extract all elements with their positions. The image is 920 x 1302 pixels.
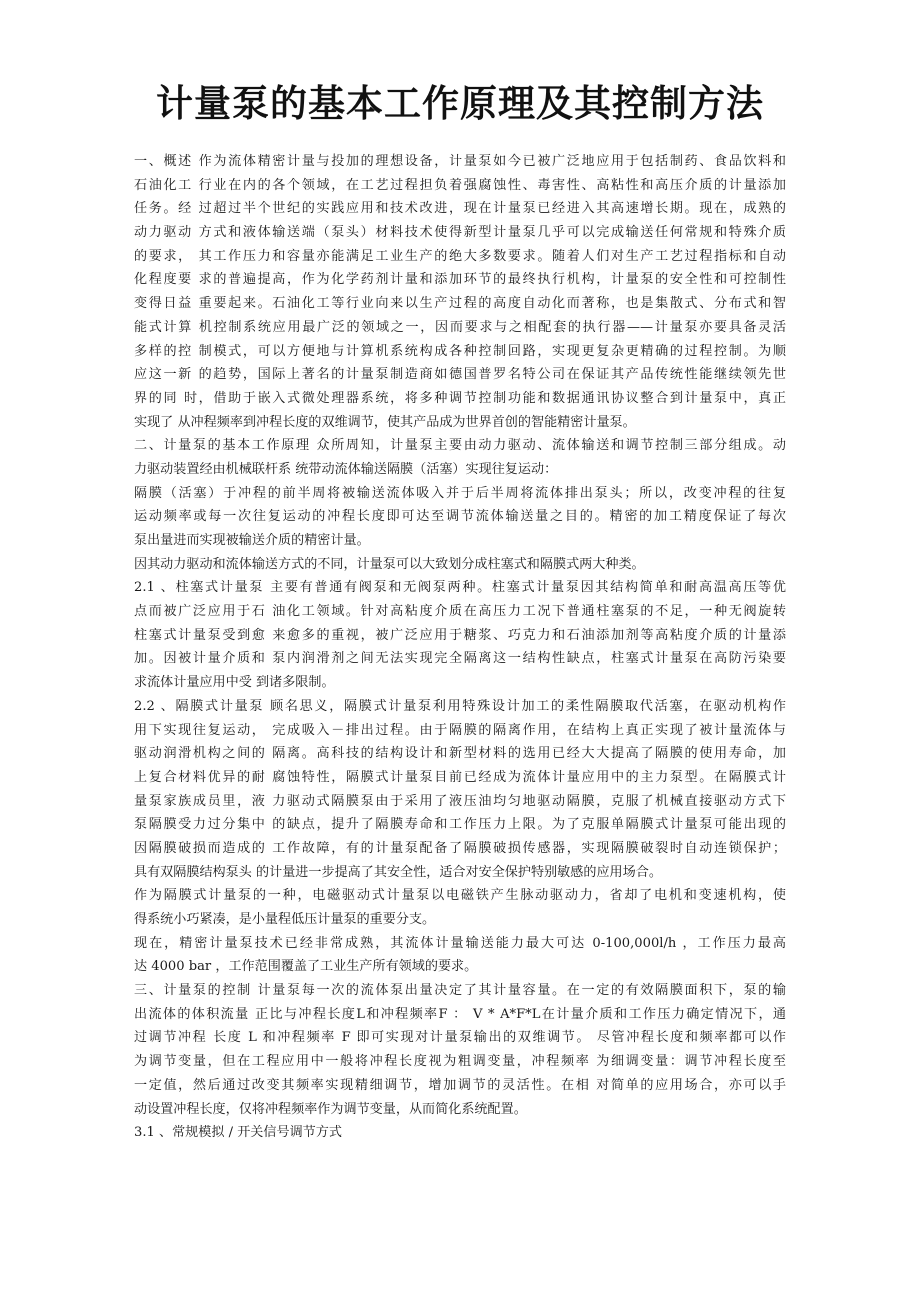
text-line: 因隔膜破损而造成的 工作故障，有的计量泵配备了隔膜破损传感器，实现隔膜破裂时自动连锁保护； — [134, 840, 786, 856]
text-line: 一定值，然后通过改变其频率实现精细调节，增加调节的灵活性。在相 对简单的应用场合，亦可以手 — [134, 1077, 786, 1093]
text-line: 的要求， 其工作压力和容量亦能满足工业生产的绝大多数要求。随着人们对生产工艺过程指标和自动 — [134, 248, 786, 264]
text-line: 力驱动装置经由机械联杆系 统带动流体输送隔膜（活塞）实现往复运动： — [134, 461, 558, 477]
text-line: 石油化工 行业在内的各个领域，在工艺过程担负着强腐蚀性、毒害性、高粘性和高压介质的计量添加 — [134, 177, 786, 193]
text-line: 用下实现往复运动， 完成吸入－排出过程。由于隔膜的隔离作用，在结构上真正实现了被计量流体与 — [134, 722, 786, 738]
text-line: 实现了 从冲程频率到冲程长度的双维调节，使其产品成为世界首创的智能精密计量泵。 — [134, 414, 636, 430]
text-line: 3.1 、常规模拟 / 开关信号调节方式 — [134, 1125, 342, 1141]
text-line: 驱动润滑机构之间的 隔离。高科技的结构设计和新型材料的选用已经大大提高了隔膜的使用寿命，加 — [134, 746, 786, 762]
text-line: 为调节变量，但在工程应用中一般将冲程长度视为粗调变量，冲程频率 为细调变量：调节冲程长度至 — [134, 1054, 786, 1070]
text-line: 泵出量进而实现被输送介质的精密计量。 — [134, 533, 370, 548]
text-line: 出流体的体积流量 正比与冲程长度L和冲程频率F ： V * A*F*L在计量介质和工作压力确定情况下，通 — [134, 1006, 786, 1022]
text-line: 现在，精密计量泵技术已经非常成熟，其流体计量输送能力最大可达 0-100,000l/h ，工作压力最高 — [134, 935, 786, 951]
text-line: 因其动力驱动和流体输送方式的不同，计量泵可以大致划分成柱塞式和隔膜式两大种类。 — [134, 556, 645, 572]
text-line: 化程度要 求的普遍提高，作为化学药剂计量和添加环节的最终执行机构，计量泵的安全性和可控制性 — [134, 272, 786, 288]
text-line: 得系统小巧紧凑，是小量程低压计量泵的重要分支。 — [134, 912, 436, 927]
text-line: 动力驱动 方式和液体输送端（泵头）材料技术使得新型计量泵几乎可以完成输送任何常规和特殊介质 — [134, 225, 786, 241]
text-line: 过调节冲程 长度 L 和冲程频率 F 即可实现对计量泵输出的双维调节。 尽管冲程长度和频率都可以作 — [134, 1030, 786, 1046]
text-line: 量泵家族成员里，液 力驱动式隔膜泵由于采用了液压油均匀地驱动隔膜，克服了机械直接驱动方式下 — [134, 793, 786, 809]
text-line: 柱塞式计量泵受到愈 来愈多的重视，被广泛应用于糖浆、巧克力和石油添加剂等高粘度介质的计量添 — [134, 627, 786, 643]
text-line: 动设置冲程长度，仅将冲程频率作为调节变量，从而简化系统配置。 — [134, 1101, 527, 1117]
text-line: 三、计量泵的控制 计量泵每一次的流体泵出量决定了其计量容量。在一定的有效隔膜面积下，泵的输 — [134, 983, 786, 999]
text-line: 界的同 时，借助于嵌入式微处理器系统，将多种调节控制功能和数据通讯协议整合到计量泵中，真正 — [134, 390, 786, 406]
text-line: 变得日益 重要起来。石油化工等行业向来以生产过程的高度自动化而著称，也是集散式、分布式和智 — [134, 296, 786, 312]
text-line: 点而被广泛应用于石 油化工领域。针对高粘度介质在高压力工况下普通柱塞泵的不足，一种无阀旋转 — [134, 604, 786, 620]
text-line: 二、计量泵的基本工作原理 众所周知，计量泵主要由动力驱动、流体输送和调节控制三部分组成。动 — [134, 438, 786, 454]
document-title: 计量泵的基本工作原理及其控制方法 — [156, 82, 764, 125]
text-line: 应这一新 的趋势，国际上著名的计量泵制造商如德国普罗名特公司在保证其产品传统性能继续领先世 — [134, 367, 786, 383]
document-body — [134, 150, 786, 1145]
text-line: 达 4000 bar ，工作范围覆盖了工业生产所有领域的要求。 — [134, 959, 478, 975]
text-line: 隔膜（活塞）于冲程的前半周将被输送流体吸入并于后半周将流体排出泵头；所以，改变冲程的往复 — [134, 485, 786, 501]
text-line: 多样的控 制模式，可以方便地与计算机系统构成各种控制回路，实现更复杂更精确的过程控制。为顺 — [134, 343, 786, 359]
text-line: 泵隔膜受力过分集中 的缺点，提升了隔膜寿命和工作压力上限。为了克服单隔膜式计量泵可能出现的 — [134, 817, 786, 833]
text-line: 求流体计量应用中受 到诸多限制。 — [134, 675, 335, 691]
text-line: 上复合材料优异的耐 腐蚀特性，隔膜式计量泵目前已经成为流体计量应用中的主力泵型。在隔膜式计 — [134, 769, 786, 785]
text-line: 运动频率或每一次往复运动的冲程长度即可达至调节流体输送量之目的。精密的加工精度保证了每次 — [134, 509, 786, 525]
text-line: 具有双隔膜结构泵头 的计量进一步提高了其安全性，适合对安全保护特别敏感的应用场合。 — [134, 864, 662, 880]
text-line: 2.2 、隔膜式计量泵 顾名思义，隔膜式计量泵利用特殊设计加工的柔性隔膜取代活塞，在驱动机构作 — [134, 698, 786, 714]
text-line: 一、概述 作为流体精密计量与投加的理想设备，计量泵如今已被广泛地应用于包括制药、食品饮料和 — [134, 154, 786, 169]
text-line: 加。因被计量介质和 泵内润滑剂之间无法实现完全隔离这一结构性缺点，柱塞式计量泵在高防污染要 — [134, 651, 786, 667]
text-line: 能式计算 机控制系统应用最广泛的领域之一，因而要求与之相配套的执行器——计量泵亦要具备灵活 — [134, 319, 786, 335]
text-line: 2.1 、柱塞式计量泵 主要有普通有阀泵和无阀泵两种。柱塞式计量泵因其结构简单和耐高温高压等优 — [134, 580, 786, 596]
text-line: 任务。经 过超过半个世纪的实践应用和技术改进，现在计量泵已经进入其高速增长期。现在，成熟的 — [134, 201, 786, 217]
text-line: 作为隔膜式计量泵的一种，电磁驱动式计量泵以电磁铁产生脉动驱动力，省却了电机和变速机构，使 — [134, 888, 786, 904]
